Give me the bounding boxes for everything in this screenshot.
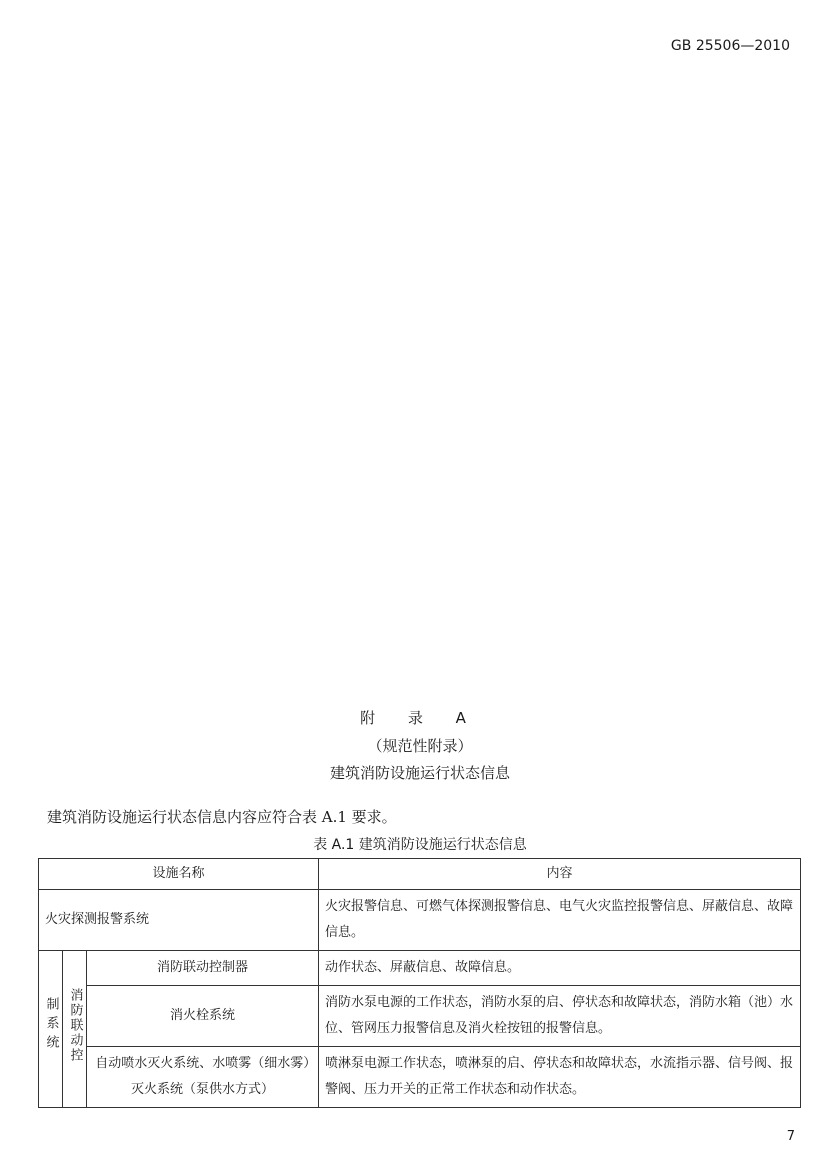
annex-name: 建筑消防设施运行状态信息 [329,764,510,782]
table-row [39,986,801,1047]
group-label-outer-text: 制系统 [43,996,59,1054]
table-caption: 表 A.1 建筑消防设施运行状态信息 [313,837,527,853]
header-facility-name: 设施名称 [39,859,319,890]
group-label-outer [39,951,63,1108]
facility-name-cell: 自动喷水灭火系统、水喷雾（细水雾）灭火系统（泵供水方式） [87,1047,319,1108]
annex-subtitle: （规范性附录） [367,737,473,755]
table-row [39,951,801,986]
facility-name-cell: 火灾探测报警系统 [39,890,319,951]
content-cell: 消防水泵电源的工作状态，消防水泵的启、停状态和故障状态，消防水箱（池）水位、管网压力报警信息及消火栓按钮的报警信息。 [319,986,801,1047]
content-cell: 火灾报警信息、可燃气体探测报警信息、电气火灾监控报警信息、屏蔽信息、故障信息。 [319,890,801,951]
content-cell: 喷淋泵电源工作状态，喷淋泵的启、停状态和故障状态，水流指示器、信号阀、报警阀、压力开关的正常工作状态和动作状态。 [319,1047,801,1108]
table-row [39,1047,801,1108]
group-label-inner-text: 消防联动控 [67,987,83,1063]
table-row [39,890,801,951]
intro-paragraph: 建筑消防设施运行状态信息内容应符合表 A.1 要求。 [47,808,397,826]
page-number: 7 [786,1129,795,1144]
group-label-inner [63,951,87,1108]
facility-name-cell: 消火栓系统 [87,986,319,1047]
table-header-row [39,859,801,890]
content-cell: 动作状态、屏蔽信息、故障信息。 [319,951,801,986]
annex-title: 附 录 A [360,709,480,727]
facility-name-cell: 消防联动控制器 [87,951,319,986]
status-info-table [38,858,801,1108]
standard-code: GB 25506—2010 [670,38,790,54]
header-content: 内容 [319,859,801,890]
